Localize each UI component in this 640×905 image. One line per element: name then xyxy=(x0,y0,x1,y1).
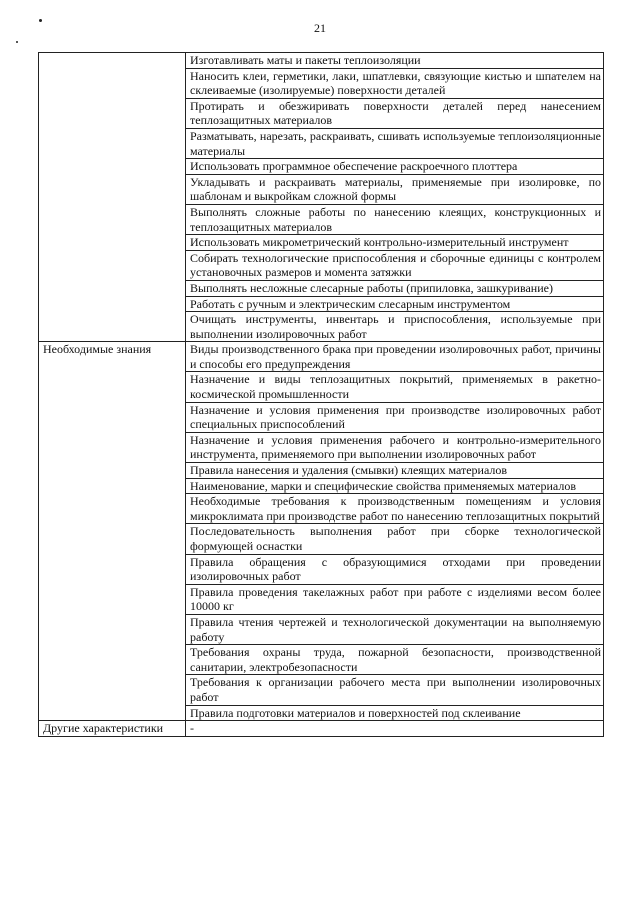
skill-item: Выполнять сложные работы по нанесению клеящих, конструкционных и теплозащитных материалов xyxy=(186,204,604,234)
table-row xyxy=(39,342,604,372)
knowledge-item: Требования охраны труда, пожарной безопасности, производственной санитарии, электробезопасности xyxy=(186,645,604,675)
skills-label-cell xyxy=(39,53,186,342)
skill-item: Протирать и обезжиривать поверхности деталей перед нанесением теплозащитных материалов xyxy=(186,98,604,128)
knowledge-item: Правила чтения чертежей и технологической документации на выполняемую работу xyxy=(186,614,604,644)
skill-item: Очищать инструменты, инвентарь и приспособления, используемые при выполнении изолировочных работ xyxy=(186,312,604,342)
skill-item: Выполнять несложные слесарные работы (припиловка, зашкуривание) xyxy=(186,280,604,296)
knowledge-item: Правила нанесения и удаления (смывки) клеящих материалов xyxy=(186,463,604,479)
knowledge-item: Назначение и условия применения рабочего и контрольно-измерительного инструмента, применяемого при выполнении изолировочных работ xyxy=(186,432,604,462)
knowledge-item: Необходимые требования к производственным помещениям и условия микроклимата при производстве работ по нанесению теплозащитных покрытий xyxy=(186,494,604,524)
knowledge-label: Необходимые знания xyxy=(39,342,186,721)
knowledge-item: Правила проведения такелажных работ при работе с изделиями весом более 10000 кг xyxy=(186,584,604,614)
knowledge-item: Назначение и виды теплозащитных покрытий, применяемых в ракетно-космической промышленности xyxy=(186,372,604,402)
skill-item: Работать с ручным и электрическим слесарным инструментом xyxy=(186,296,604,312)
other-characteristics-label: Другие характеристики xyxy=(39,721,186,737)
other-characteristics-value: - xyxy=(186,721,604,737)
skill-item: Наносить клеи, герметики, лаки, шпатлевки, связующие кистью и шпателем на склеиваемые (изолируемые) поверхности деталей xyxy=(186,68,604,98)
page-number: 21 xyxy=(314,21,326,35)
knowledge-item: Правила обращения с образующимися отходами при проведении изолировочных работ xyxy=(186,554,604,584)
table-row xyxy=(39,53,604,69)
table-row xyxy=(39,721,604,737)
scan-speck xyxy=(16,41,18,43)
knowledge-item: Наименование, марки и специфические свойства применяемых материалов xyxy=(186,478,604,494)
skill-item: Использовать программное обеспечение раскроечного плоттера xyxy=(186,159,604,175)
knowledge-item: Правила подготовки материалов и поверхностей под склеивание xyxy=(186,705,604,721)
skill-item: Использовать микрометрический контрольно-измерительный инструмент xyxy=(186,235,604,251)
skill-item: Изготавливать маты и пакеты теплоизоляции xyxy=(186,53,604,69)
skill-item: Укладывать и раскраивать материалы, применяемые при изолировке, по шаблонам и выкройкам сложной формы xyxy=(186,174,604,204)
knowledge-item: Виды производственного брака при проведении изолировочных работ, причины и способы его предупреждения xyxy=(186,342,604,372)
skill-item: Разматывать, нарезать, раскраивать, сшивать используемые теплоизоляционные материалы xyxy=(186,128,604,158)
knowledge-item: Последовательность выполнения работ при сборке технологической формующей оснастки xyxy=(186,524,604,554)
knowledge-item: Требования к организации рабочего места при выполнении изолировочных работ xyxy=(186,675,604,705)
competency-table xyxy=(38,52,604,737)
skill-item: Собирать технологические приспособления и сборочные единицы с контролем установочных размеров и момента затяжки xyxy=(186,250,604,280)
knowledge-item: Назначение и условия применения при производстве изолировочных работ специальных приспособлений xyxy=(186,402,604,432)
